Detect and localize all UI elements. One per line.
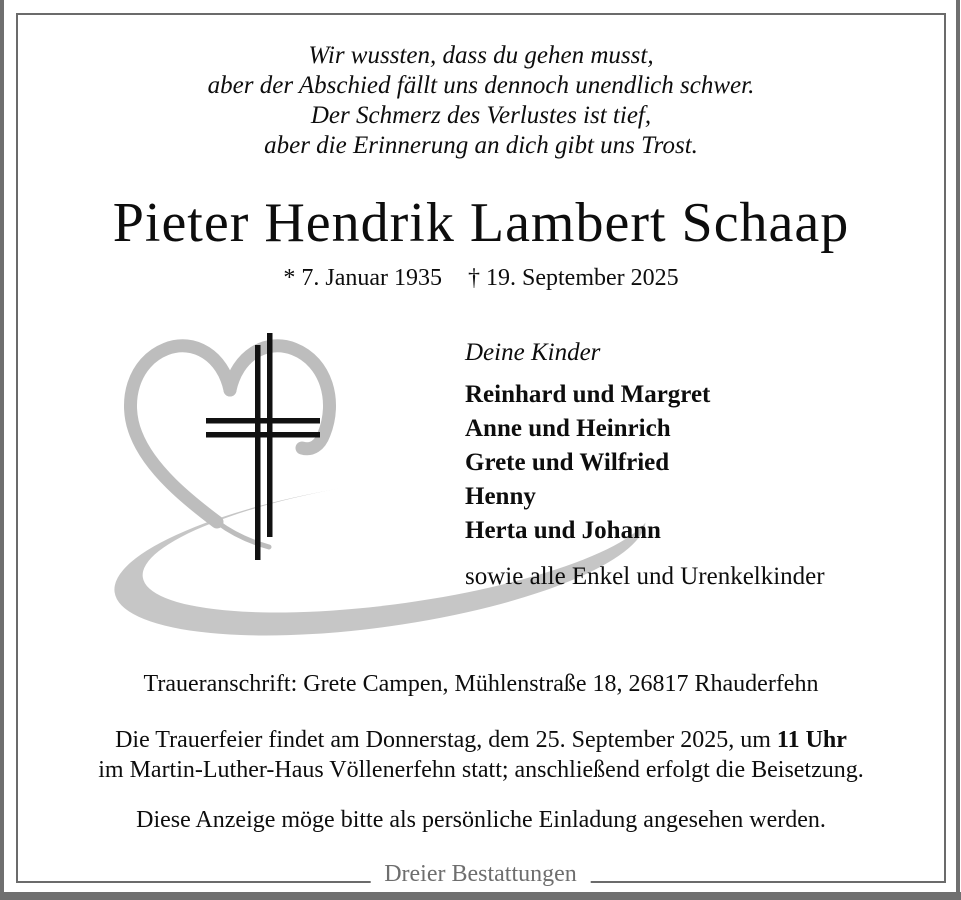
verse-line: Der Schmerz des Verlustes ist tief,	[310, 102, 652, 129]
funeral-home-name: Dreier Bestattungen	[370, 859, 591, 889]
death-notice-frame	[16, 13, 946, 883]
death-date: † 19. September 2025	[468, 265, 679, 291]
verse-line: Wir wussten, dass du gehen musst,	[308, 42, 654, 69]
funeral-time: 11 Uhr	[776, 727, 847, 753]
mourner-name: Henny	[465, 483, 536, 510]
funeral-details	[18, 725, 944, 785]
birth-date: * 7. Januar 1935	[283, 265, 442, 291]
deceased-name: Pieter Hendrik Lambert Schaap	[112, 192, 850, 254]
verse-line: aber die Erinnerung an dich gibt uns Trost.	[264, 132, 698, 159]
invitation-note: Diese Anzeige möge bitte als persönliche Einladung angesehen werden.	[136, 807, 826, 833]
mourners-list	[465, 338, 825, 592]
mourner-name: Anne und Heinrich	[465, 415, 671, 442]
mourning-address: Traueranschrift: Grete Campen, Mühlenstraße 18, 26817 Rhauderfehn	[143, 671, 819, 697]
page-edge-left-line	[0, 0, 4, 900]
page-edge-bottom-bar	[0, 892, 961, 900]
mourner-name: Grete und Wilfried	[465, 449, 670, 476]
memorial-verse	[18, 41, 944, 161]
verse-line: aber der Abschied fällt uns dennoch unendlich schwer.	[207, 72, 755, 99]
mourners-intro: Deine Kinder	[465, 339, 601, 366]
life-dates	[18, 265, 944, 292]
mourners-outro: sowie alle Enkel und Urenkelkinder	[465, 563, 825, 590]
funeral-line-2: im Martin-Luther-Haus Völlenerfehn statt; anschließend erfolgt die Beisetzung.	[98, 757, 864, 783]
funeral-line-1	[18, 725, 944, 755]
page-edge-right-line	[956, 0, 960, 900]
funeral-line-1-text: Die Trauerfeier findet am Donnerstag, dem 25. September 2025, um	[115, 727, 777, 753]
mourner-name: Reinhard und Margret	[465, 381, 711, 408]
mourner-name: Herta und Johann	[465, 517, 661, 544]
